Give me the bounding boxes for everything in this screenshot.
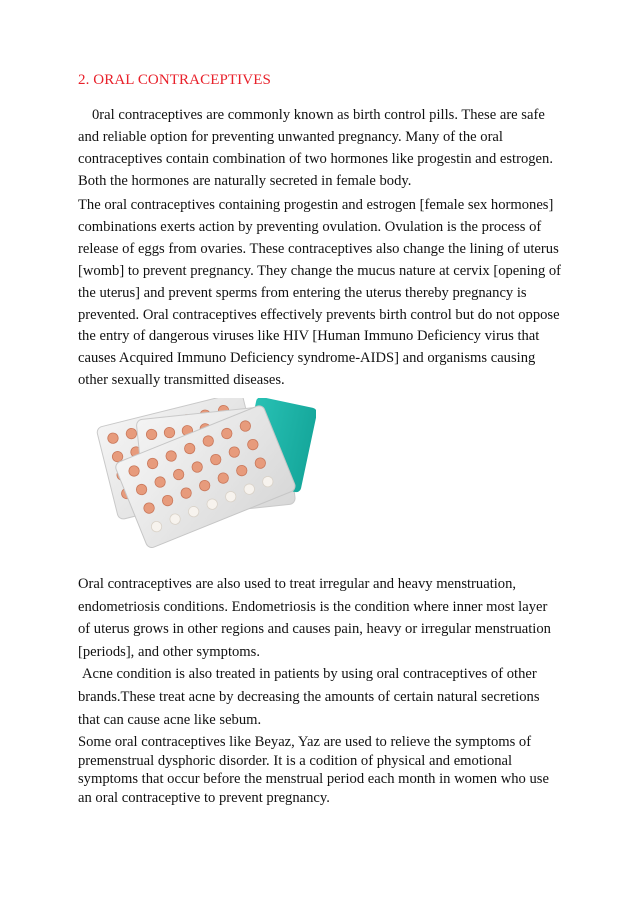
paragraph-acne: Acne condition is also treated in patients by using oral contraceptives of other brands.These treat acne by decreasing the amounts of certain natural secretions that can cause acne like sebum. [78, 666, 540, 728]
paragraph-pmdd: Some oral contraceptives like Beyaz, Yaz are used to relieve the symptoms of premenstrual dysphoric disorder. It is a codition of physical and emotional symptoms that occur before the menstrual period each month in women who use an oral contraceptive to prevent pregnancy. [78, 734, 549, 806]
paragraph-mechanism: The oral contraceptives containing progestin and estrogen [female sex hormones] combinations exerts action by preventing ovulation. Ovulation is the process of release of eggs from ovaries. These contraceptives also change the lining of uterus [womb] to prevent pregnancy. They change the mucus nature at cervix [opening of the uterus] and prevent sperms from entering the uterus thereby pregnancy is prevented. Oral contraceptives effectively prevents birth control but do not oppose the entry of dangerous viruses like HIV [Human Immuno Deficiency virus that causes Acquired Immuno Deficiency syndrome-AIDS] and organisms causing other sexually transmitted diseases. [78, 197, 562, 389]
section-heading: 2. ORAL CONTRACEPTIVES [78, 72, 271, 88]
pill-packs-photo [76, 398, 316, 562]
paragraph-intro: 0ral contraceptives are commonly known as birth control pills. These are safe and reliable option for preventing unwanted pregnancy. Many of the oral contraceptives contain combination of two hormones like progestin and estrogen. Both the hormones are naturally secreted in female body. [78, 107, 553, 189]
paragraph-menstruation: Oral contraceptives are also used to treat irregular and heavy menstruation, endometriosis conditions. Endometriosis is the condition where inner most layer of uterus grows in other regions and causes pain, heavy or irregular menstruation [periods], and other symptoms. [78, 576, 551, 660]
